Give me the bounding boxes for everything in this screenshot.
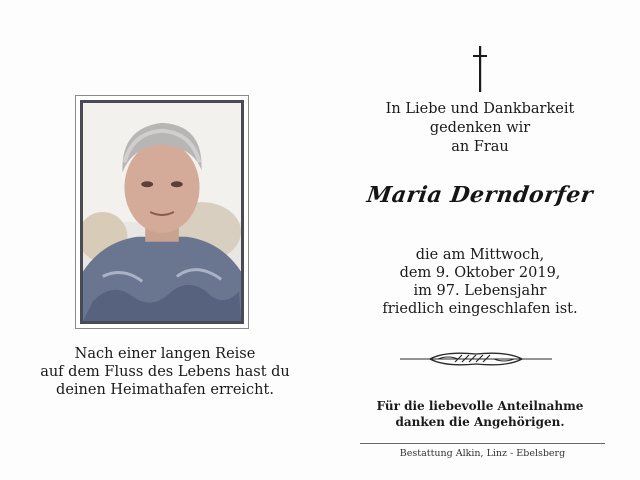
portrait-image [83, 103, 241, 321]
death-line: im 97. Lebensjahr [413, 283, 547, 299]
death-notice-text [365, 246, 595, 318]
poem-line: auf dem Fluss des Lebens hast du [40, 364, 290, 380]
thanks-text [370, 398, 590, 430]
poem-line: Nach einer langen Reise [74, 346, 256, 362]
thanks-line: danken die Angehörigen. [395, 415, 565, 429]
death-line: dem 9. Oktober 2019, [399, 265, 561, 281]
death-line: friedlich eingeschlafen ist. [382, 301, 578, 317]
divider-line [360, 443, 605, 444]
intro-line: In Liebe und Dankbarkeit [385, 101, 575, 117]
poem-text [40, 345, 290, 399]
cross-icon [468, 46, 492, 92]
death-line: die am Mittwoch, [415, 247, 545, 263]
intro-line: an Frau [451, 139, 509, 155]
thanks-line: Für die liebevolle Anteilnahme [376, 399, 584, 413]
portrait-photo-frame [75, 95, 249, 329]
deceased-name: Maria Derndorfer [365, 182, 595, 208]
intro-text [365, 100, 595, 157]
undertaker-credit: Bestattung Alkin, Linz - Ebelsberg [399, 448, 566, 459]
portrait-photo [80, 100, 244, 324]
intro-line: gedenken wir [429, 120, 531, 136]
poem-line: deinen Heimathafen erreicht. [56, 382, 274, 398]
flourish-divider-icon [400, 350, 552, 368]
